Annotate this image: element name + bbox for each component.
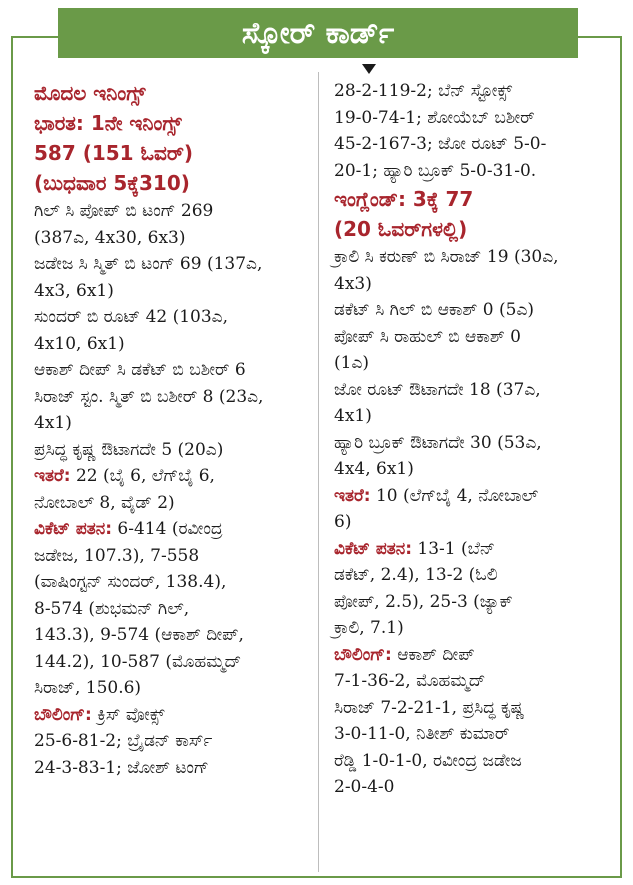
bowling-label: ಬೌಲಿಂಗ್: bbox=[34, 704, 92, 725]
bowling-line: 19-0-74-1; ಶೋಯೆಬ್ ಬಶೀರ್ bbox=[334, 107, 535, 128]
right-column bbox=[334, 78, 608, 801]
england-team-line: ಇಂಗ್ಲೆಂಡ್: 3ಕ್ಕೆ 77 bbox=[334, 187, 474, 211]
batting-line: ಸುಂದರ್ ಬಿ ರೂಟ್ 42 (103ಎ, bbox=[34, 307, 228, 327]
bowling-line: 2-0-4-0 bbox=[334, 777, 395, 797]
batting-line: 4x3, 6x1) bbox=[34, 280, 114, 301]
banner-pointer-icon bbox=[362, 64, 376, 74]
batting-line: ಕ್ರಾಲಿ ಸಿ ಕರುಣ್ ಬಿ ಸಿರಾಜ್ 19 (30ಎ, bbox=[334, 247, 559, 267]
fow-text: 13-1 (ಬೆನ್ bbox=[412, 538, 495, 559]
fow-text: 6-414 (ರವೀಂದ್ರ bbox=[112, 519, 223, 539]
bowling-label: ಬೌಲಿಂಗ್: bbox=[334, 644, 392, 665]
batting-line: ಡಕೆಟ್ ಸಿ ಗಿಲ್ ಬಿ ಆಕಾಶ್ 0 (5ಎ) bbox=[334, 300, 535, 320]
bowling-text: ಕ್ರಿಸ್ ವೋಕ್ಸ್ bbox=[91, 704, 165, 725]
extras-line bbox=[334, 483, 608, 510]
fow-line bbox=[34, 516, 314, 543]
batting-line: ಗಿಲ್ ಸಿ ಪೋಪ್ ಬಿ ಟಂಗ್ 269 bbox=[34, 201, 214, 221]
batting-line: ಜೋ ರೂಟ್ ಔಟಾಗದೇ 18 (37ಎ, bbox=[334, 379, 541, 400]
bowling-line bbox=[34, 702, 314, 729]
batting-line: ಸಿರಾಜ್ ಸ್ಟಂ. ಸ್ಮಿತ್ ಬಿ ಬಶೀರ್ 8 (23ಎ, bbox=[34, 386, 264, 407]
extras-line: ನೋಬಾಲ್ 8, ವೈಡ್ 2) bbox=[34, 492, 175, 513]
batting-line: 4x3) bbox=[334, 273, 372, 294]
fow-label: ವಿಕೆಟ್ ಪತನ: bbox=[334, 538, 413, 559]
batting-line: ಆಕಾಶ್ ದೀಪ್ ಸಿ ಡಕೆಟ್ ಬಿ ಬಶೀರ್ 6 bbox=[34, 360, 246, 380]
fow-line: 143.3), 9-574 (ಆಕಾಶ್ ದೀಪ್, bbox=[34, 625, 244, 645]
bowling-line: ಸಿರಾಜ್ 7-2-21-1, ಪ್ರಸಿದ್ಧ ಕೃಷ್ಣ bbox=[334, 697, 525, 718]
fow-line: ಡಕೆಟ್, 2.4), 13-2 (ಓಲಿ bbox=[334, 565, 498, 585]
fow-line: ಜಡೇಜ, 107.3), 7-558 bbox=[34, 545, 200, 566]
batting-line: 4x4, 6x1) bbox=[334, 459, 414, 479]
fow-line: ಪೋಪ್, 2.5), 25-3 (ಜ್ಯಾಕ್ bbox=[334, 591, 513, 612]
scorecard-title: ಸ್ಕೋರ್ ಕಾರ್ಡ್ bbox=[58, 8, 578, 58]
bowling-line: 24-3-83-1; ಜೋಶ್ ಟಂಗ್ bbox=[34, 757, 209, 778]
fow-line: ಕ್ರಾಲಿ, 7.1) bbox=[334, 618, 404, 638]
extras-text: 22 (ಬೈ 6, ಲೆಗ್‌ಬೈ 6, bbox=[70, 466, 215, 486]
bowling-line: 3-0-11-0, ನಿತೀಶ್ ಕುಮಾರ್ bbox=[334, 724, 510, 744]
bowling-line: ರೆಡ್ಡಿ 1-0-1-0, ರವೀಂದ್ರ ಜಡೇಜ bbox=[334, 750, 522, 771]
left-column bbox=[34, 78, 314, 781]
india-day-line: (ಬುಧವಾರ 5ಕ್ಕೆ310) bbox=[34, 171, 190, 195]
column-divider bbox=[318, 72, 319, 872]
batting-line: ಹ್ಯಾರಿ ಬ್ರೂಕ್ ಔಟಾಗದೇ 30 (53ಎ, bbox=[334, 432, 542, 453]
batting-line: 4x1) bbox=[34, 413, 72, 433]
bowling-line: 45-2-167-3; ಜೋ ರೂಟ್ 5-0- bbox=[334, 134, 547, 154]
batting-line: 4x10, 6x1) bbox=[34, 333, 125, 354]
fow-line bbox=[334, 536, 608, 563]
batting-line: 4x1) bbox=[334, 406, 372, 426]
extras-label: ಇತರೆ: bbox=[34, 466, 71, 486]
extras-line bbox=[34, 463, 314, 490]
india-score-line: 587 (151 ಓವರ್) bbox=[34, 141, 194, 165]
extras-label: ಇತರೆ: bbox=[334, 485, 371, 506]
batting-line: ಪೋಪ್ ಸಿ ರಾಹುಲ್ ಬಿ ಆಕಾಶ್ 0 bbox=[334, 326, 521, 347]
bowling-line: 20-1; ಹ್ಯಾರಿ ಬ್ರೂಕ್ 5-0-31-0. bbox=[334, 160, 537, 181]
fow-line: (ವಾಷಿಂಗ್ಟನ್ ಸುಂದರ್, 138.4), bbox=[34, 572, 227, 592]
fow-label: ವಿಕೆಟ್ ಪತನ: bbox=[34, 519, 113, 539]
bowling-text: ಆಕಾಶ್ ದೀಪ್ bbox=[391, 644, 475, 665]
england-overs-line: (20 ಓವರ್‌ಗಳಲ್ಲಿ) bbox=[334, 217, 468, 241]
batting-line: (1ಎ) bbox=[334, 353, 369, 373]
bowling-line: 28-2-119-2; ಬೆನ್ ಸ್ಟೋಕ್ಸ್ bbox=[334, 81, 513, 101]
batting-line: (387ಎ, 4x30, 6x3) bbox=[34, 227, 186, 248]
batting-line: ಪ್ರಸಿದ್ಧ ಕೃಷ್ಣ ಔಟಾಗದೇ 5 (20ಎ) bbox=[34, 439, 224, 460]
fow-line: ಸಿರಾಜ್, 150.6) bbox=[34, 678, 142, 698]
fow-line: 144.2), 10-587 (ಮೊಹಮ್ಮದ್ bbox=[34, 651, 242, 672]
extras-line: 6) bbox=[334, 512, 352, 532]
batting-line: ಜಡೇಜ ಸಿ ಸ್ಮಿತ್ ಬಿ ಟಂಗ್ 69 (137ಎ, bbox=[34, 254, 263, 274]
india-team-line: ಭಾರತ: 1ನೇ ಇನಿಂಗ್ಸ್ bbox=[34, 111, 182, 135]
extras-text: 10 (ಲೆಗ್‌ಬೈ 4, ನೋಬಾಲ್ bbox=[370, 485, 539, 506]
fow-line: 8-574 (ಶುಭಮನ್ ಗಿಲ್, bbox=[34, 598, 190, 619]
bowling-line bbox=[334, 642, 608, 669]
bowling-line: 7-1-36-2, ಮೊಹಮ್ಮದ್ bbox=[334, 671, 486, 691]
bowling-line: 25-6-81-2; ಬ್ರೈಡನ್ ಕಾರ್ಸ್ bbox=[34, 731, 213, 751]
innings-title: ಮೊದಲ ಇನಿಂಗ್ಸ್ bbox=[34, 81, 146, 105]
